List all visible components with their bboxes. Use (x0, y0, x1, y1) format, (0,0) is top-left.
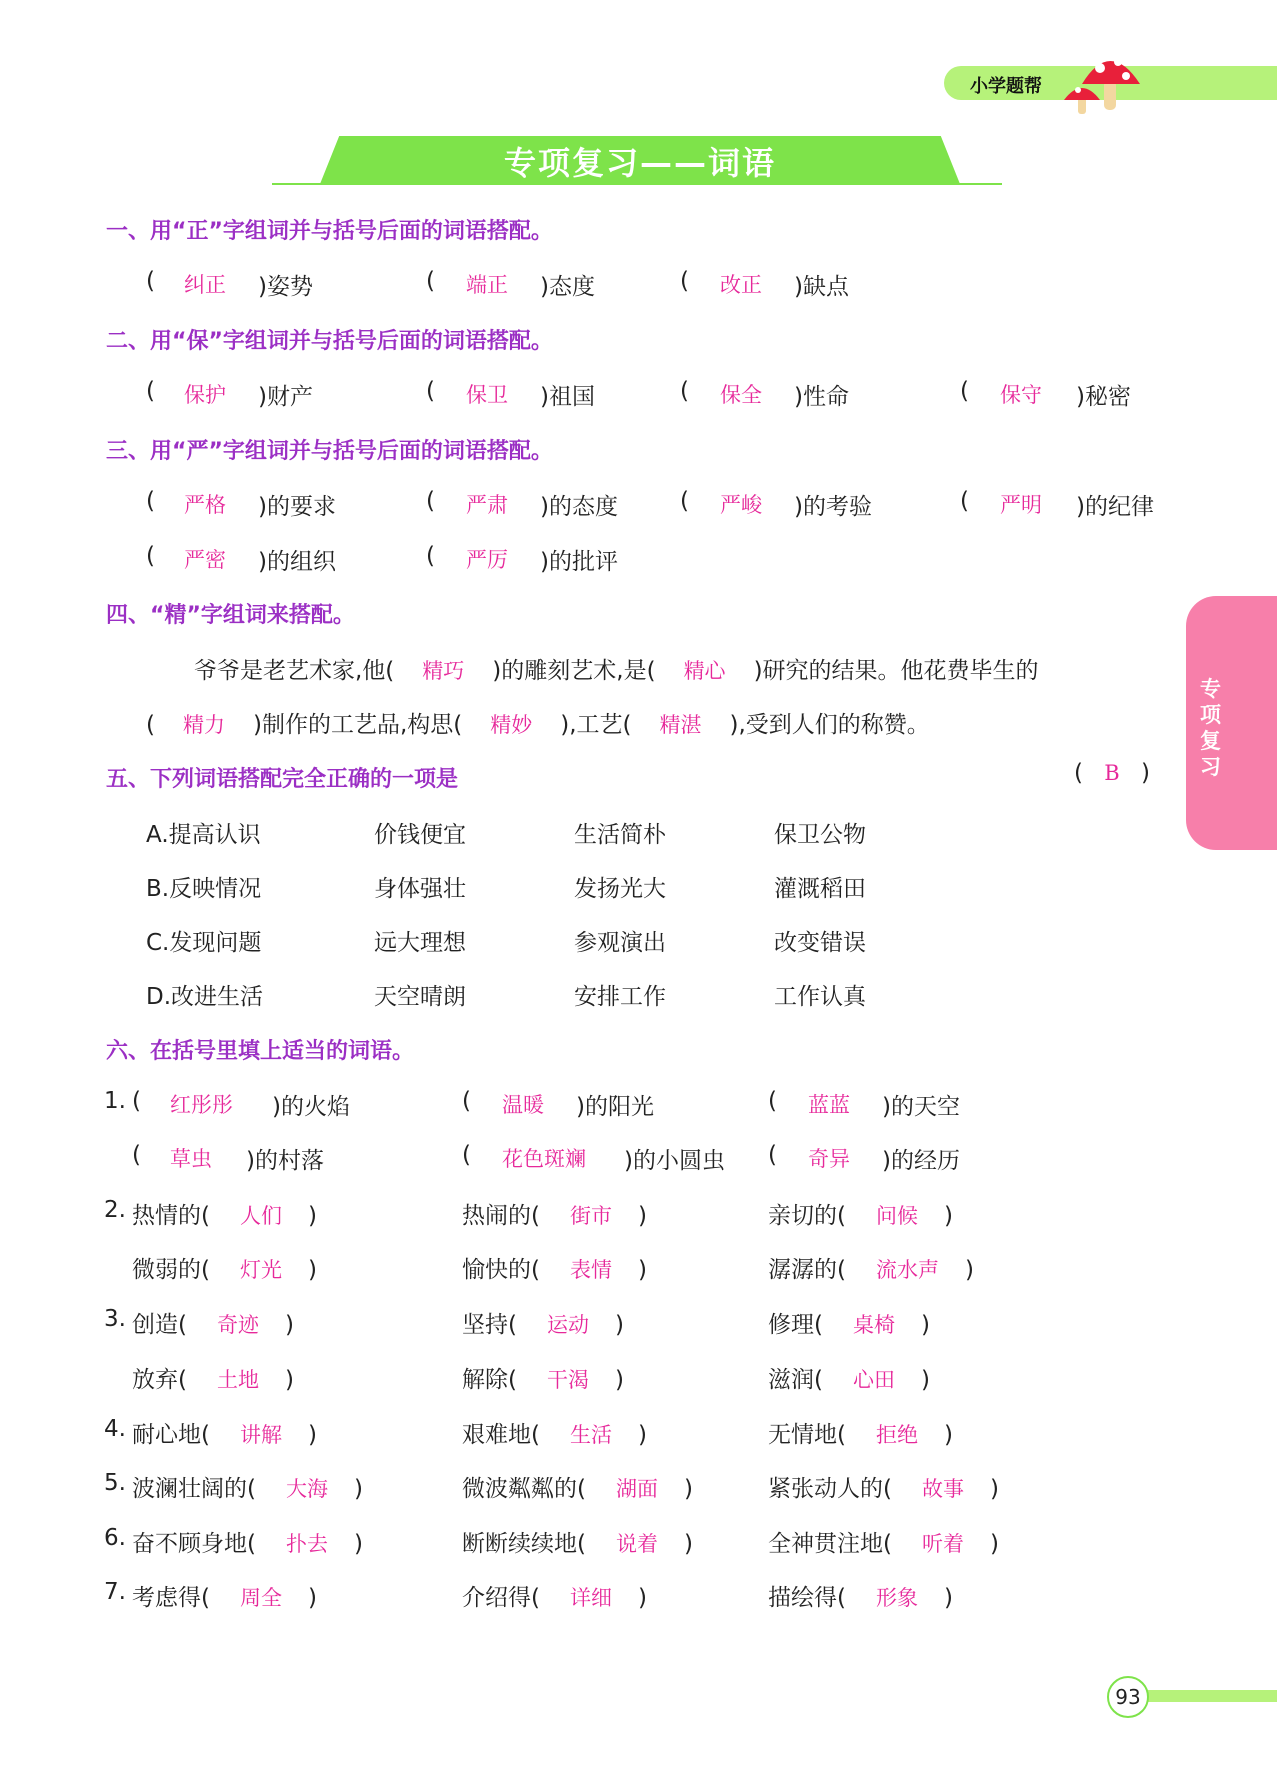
paren-open: ( (132, 1088, 141, 1114)
paren-open: ( (960, 378, 969, 404)
option-a: A.提高认识 (146, 822, 261, 848)
paren-open: ( (426, 268, 435, 294)
option-d: D.改进生活 (146, 984, 264, 1010)
section-heading: 五、下列词语搭配完全正确的一项是 (106, 767, 459, 792)
word: )的态度 (540, 494, 618, 520)
paren-open: ( (426, 488, 435, 514)
fill-item: 亲切的( 问候 ) (768, 1203, 953, 1229)
fill-item: 滋润( 心田 ) (768, 1367, 930, 1393)
fill-item: 耐心地( 讲解 ) (132, 1422, 317, 1448)
question-number: 3. (104, 1306, 126, 1332)
paren-open: ( (132, 1142, 141, 1168)
answer: 严厉 (466, 548, 508, 572)
paren-open: ( (146, 268, 155, 294)
option-word: 工作认真 (774, 984, 866, 1010)
fill-item: 创造( 奇迹 ) (132, 1312, 294, 1338)
section-heading: 一、用“正”字组词并与括号后面的词语搭配。 (106, 219, 553, 244)
fill-item: 微波粼粼的( 湖面 ) (462, 1476, 693, 1502)
option-word: 灌溉稻田 (774, 876, 866, 902)
answer: 纠正 (184, 273, 226, 297)
option-word: 保卫公物 (774, 822, 866, 848)
word: )秘密 (1076, 384, 1131, 410)
answer: 蓝蓝 (808, 1093, 850, 1117)
fill-item: 全神贯注地( 听着 ) (768, 1531, 999, 1557)
title-underline (272, 183, 1002, 185)
fill-item: 坚持( 运动 ) (462, 1312, 624, 1338)
option-c: C.发现问题 (146, 930, 262, 956)
fill-item: 断断续续地( 说着 ) (462, 1531, 693, 1557)
word: )缺点 (794, 274, 849, 300)
fill-item: 解除( 干渴 ) (462, 1367, 624, 1393)
fill-item: 潺潺的( 流水声 ) (768, 1257, 974, 1283)
answer: 严明 (1000, 493, 1042, 517)
answer: 端正 (466, 273, 508, 297)
word: )的天空 (882, 1094, 960, 1120)
word: )的火焰 (272, 1094, 350, 1120)
word: )的组织 (258, 549, 336, 575)
section-heading: 三、用“严”字组词并与括号后面的词语搭配。 (106, 439, 553, 464)
word: )的阳光 (576, 1094, 654, 1120)
fill-item: 热情的( 人们 ) (132, 1203, 317, 1229)
option-word: 身体强壮 (374, 876, 466, 902)
fill-item: 微弱的( 灯光 ) (132, 1257, 317, 1283)
brand-label: 小学题帮 (970, 76, 1042, 97)
fill-item: 波澜壮阔的( 大海 ) (132, 1476, 363, 1502)
option-word: 远大理想 (374, 930, 466, 956)
passage-line-2: ( 精力 )制作的工艺品,构思( 精妙 ),工艺( 精湛 ),受到人们的称赞。 (146, 712, 930, 738)
question-number: 4. (104, 1416, 126, 1442)
side-tab-label: 专项复习 (1200, 677, 1221, 779)
page-number-bar (1130, 1690, 1277, 1702)
choice-answer: ( B ) (1074, 760, 1151, 786)
word: )的要求 (258, 494, 336, 520)
option-word: 安排工作 (574, 984, 666, 1010)
side-tab (1186, 596, 1277, 850)
section-heading: 四、“精”字组词来搭配。 (106, 603, 355, 628)
fill-item: 热闹的( 街市 ) (462, 1203, 647, 1229)
option-word: 参观演出 (574, 930, 666, 956)
section-heading: 六、在括号里填上适当的词语。 (106, 1039, 415, 1064)
fill-item: 无情地( 拒绝 ) (768, 1422, 953, 1448)
question-number: 2. (104, 1197, 126, 1223)
option-word: 价钱便宜 (374, 822, 466, 848)
option-word: 天空晴朗 (374, 984, 466, 1010)
word: )财产 (258, 384, 313, 410)
paren-open: ( (768, 1088, 777, 1114)
option-b: B.反映情况 (146, 876, 262, 902)
answer: 严肃 (466, 493, 508, 517)
answer: 保守 (1000, 383, 1042, 407)
paren-open: ( (768, 1142, 777, 1168)
fill-item: 奋不顾身地( 扑去 ) (132, 1531, 363, 1557)
answer: 奇异 (808, 1147, 850, 1171)
option-word: 生活简朴 (574, 822, 666, 848)
word: )的村落 (246, 1148, 324, 1174)
paren-open: ( (680, 488, 689, 514)
paren-open: ( (146, 488, 155, 514)
answer: 严峻 (720, 493, 762, 517)
paren-open: ( (680, 268, 689, 294)
word: )的纪律 (1076, 494, 1154, 520)
answer: 保全 (720, 383, 762, 407)
fill-item: 紧张动人的( 故事 ) (768, 1476, 999, 1502)
fill-item: 考虑得( 周全 ) (132, 1585, 317, 1611)
question-number: 6. (104, 1525, 126, 1551)
answer: 严格 (184, 493, 226, 517)
fill-item: 放弃( 土地 ) (132, 1367, 294, 1393)
paren-open: ( (462, 1088, 471, 1114)
fill-item: 修理( 桌椅 ) (768, 1312, 930, 1338)
section-heading: 二、用“保”字组词并与括号后面的词语搭配。 (106, 329, 553, 354)
paren-open: ( (426, 378, 435, 404)
mushroom-icon (1060, 44, 1150, 116)
question-number: 5. (104, 1470, 126, 1496)
answer: 温暖 (502, 1093, 544, 1117)
word: )的经历 (882, 1148, 960, 1174)
word: )祖国 (540, 384, 595, 410)
paren-open: ( (146, 378, 155, 404)
fill-item: 介绍得( 详细 ) (462, 1585, 647, 1611)
word: )姿势 (258, 274, 313, 300)
word: )态度 (540, 274, 595, 300)
fill-item: 描绘得( 形象 ) (768, 1585, 953, 1611)
fill-item: 艰难地( 生活 ) (462, 1422, 647, 1448)
passage-line-1: 爷爷是老艺术家,他( 精巧 )的雕刻艺术,是( 精心 )研究的结果。他花费毕生的 (194, 658, 1039, 684)
answer: 改正 (720, 273, 762, 297)
paren-open: ( (146, 543, 155, 569)
answer: 花色斑斓 (502, 1147, 586, 1171)
word: )的小圆虫 (624, 1148, 725, 1174)
answer: 草虫 (170, 1147, 212, 1171)
paren-open: ( (680, 378, 689, 404)
word: )的考验 (794, 494, 872, 520)
paren-open: ( (462, 1142, 471, 1168)
page-title: 专项复习——词语 (503, 144, 776, 182)
answer: 保卫 (466, 383, 508, 407)
answer: 红彤彤 (170, 1093, 233, 1117)
answer: 保护 (184, 383, 226, 407)
option-word: 发扬光大 (574, 876, 666, 902)
question-number: 7. (104, 1579, 126, 1605)
word: )的批评 (540, 549, 618, 575)
option-word: 改变错误 (774, 930, 866, 956)
question-number: 1. (104, 1088, 126, 1114)
fill-item: 愉快的( 表情 ) (462, 1257, 647, 1283)
paren-open: ( (960, 488, 969, 514)
paren-open: ( (426, 543, 435, 569)
answer: 严密 (184, 548, 226, 572)
page-number: 93 (1107, 1676, 1149, 1718)
word: )性命 (794, 384, 849, 410)
